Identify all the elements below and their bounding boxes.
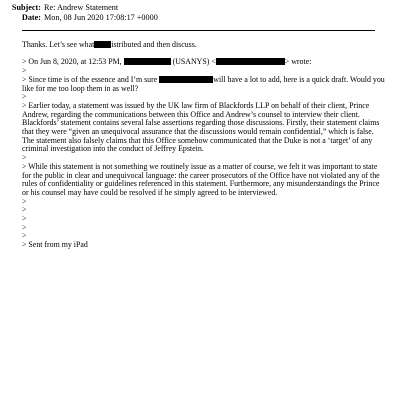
statement-p1-line-1: > Earlier today, a statement was issued by the UK law firm of Blackfords LLP on behalf of their client, Prince	[22, 100, 370, 110]
date-value: Mon, 08 Jun 2020 17:08:17 +0000	[44, 13, 158, 22]
statement-p2-line-4: or his counsel may have could be resolved if he simply agreed to be interviewed.	[22, 187, 278, 197]
redaction-box	[216, 58, 285, 65]
statement-p1-line-6: criminal investigation into the conduct of Jeffrey Epstein.	[22, 144, 204, 154]
header-divider	[22, 30, 375, 31]
signature-line: > Sent from my iPad	[22, 240, 88, 250]
draft-line-1: > Since time is of the essence and I’m sure will have a lot to add, here is a quick draft. Would you	[22, 74, 385, 84]
quote-marker: >	[22, 231, 27, 241]
quote-header: > On Jun 8, 2020, at 12:53 PM, (USANYS) < > wrote:	[22, 57, 312, 67]
quote-marker: >	[22, 196, 27, 206]
redaction-box	[159, 76, 213, 83]
statement-p1-line-3: Blackfords’ statement contains several false assertions regarding those discussions. Firstly, their statement claims	[22, 118, 380, 128]
statement-p1-line-2: Andrew, regarding the communications between this Office and Andrew’s counsel to interview their client.	[22, 109, 360, 119]
date-label: Date:	[21, 13, 41, 22]
statement-p2-line-1: > While this statement is not something we routinely issue as a matter of course, we felt it was important to state	[22, 161, 378, 171]
statement-p2-line-3: rules of confidentiality or guidelines referenced in this statement. Furthermore, any misunderstandings the Prince	[22, 179, 380, 189]
quote-marker: >	[22, 66, 27, 76]
redaction-box	[124, 58, 171, 65]
subject-value: Re: Andrew Statement	[44, 3, 119, 12]
quote-marker: >	[22, 222, 27, 232]
statement-p2-line-2: for the public in clear and unequivocal language: the career prosecutors of the Office have not violated any of the	[22, 170, 380, 180]
quote-marker: >	[22, 205, 27, 215]
draft-line-2: like for me too loop them in as well?	[22, 83, 139, 93]
quote-marker: >	[22, 153, 27, 163]
statement-p1-line-4: that they were “given an unequivocal assurance that the discussions would remain confidential,” which is false.	[22, 127, 374, 137]
statement-p1-line-5: The statement also falsely claims that this Office somehow communicated that the Duke is not a ‘target’ of any	[22, 135, 373, 145]
quote-marker: >	[22, 214, 27, 224]
subject-label: Subject:	[11, 3, 41, 12]
subject-line	[0, 3, 360, 13]
reply-line: Thanks. Let’s see what istributed and then discuss.	[22, 40, 197, 49]
quote-marker: >	[22, 92, 27, 102]
date-line	[0, 13, 360, 23]
email-body	[22, 40, 385, 250]
redaction-box	[94, 41, 111, 48]
